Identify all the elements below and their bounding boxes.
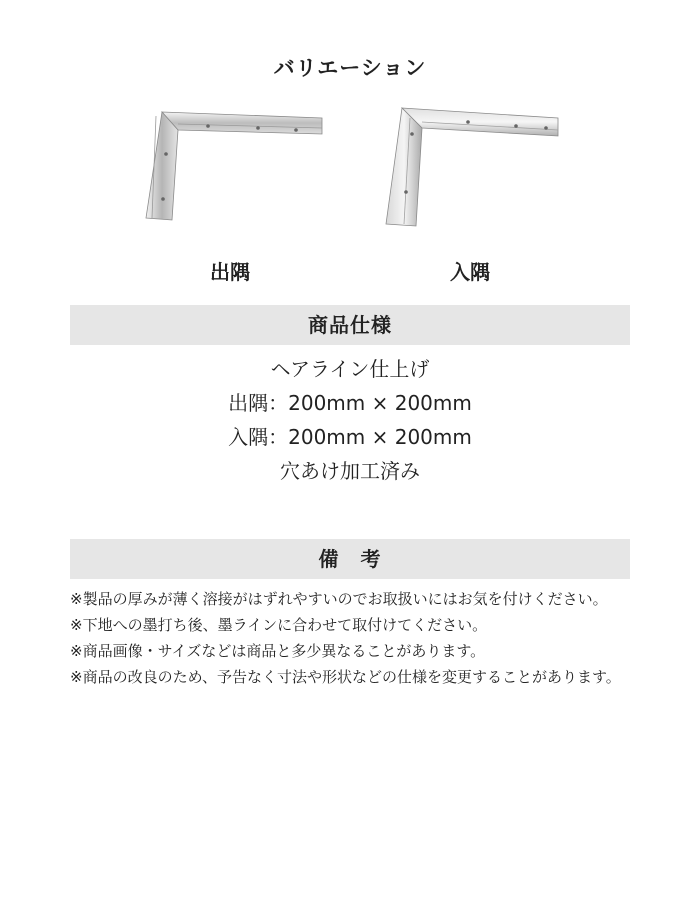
specs-heading: 商品仕様	[70, 305, 630, 345]
note-item: ※製品の厚みが薄く溶接がはずれやすいのでお取扱いにはお気を付けください。	[70, 590, 608, 608]
inside-corner-label: 入隅	[450, 260, 490, 284]
spec-holes: 穴あけ加工済み	[280, 459, 420, 483]
note-item: ※商品の改良のため、予告なく寸法や形状などの仕様を変更することがあります。	[70, 668, 621, 686]
outside-corner-image	[138, 104, 328, 228]
spec-finish: ヘアライン仕上げ	[270, 357, 430, 381]
note-item: ※商品画像・サイズなどは商品と多少異なることがあります。	[70, 642, 486, 660]
inside-corner-image	[376, 104, 566, 230]
spec-outside-size: 出隅：200mm × 200mm	[228, 391, 472, 415]
note-item: ※下地への墨打ち後、墨ラインに合わせて取付けてください。	[70, 616, 488, 634]
specs-list	[0, 352, 700, 488]
notes-heading: 備 考	[70, 539, 630, 579]
notes-list	[70, 586, 640, 690]
variations-title: バリエーション	[273, 56, 427, 80]
outside-corner-label: 出隅	[210, 260, 250, 284]
spec-inside-size: 入隅：200mm × 200mm	[228, 425, 472, 449]
